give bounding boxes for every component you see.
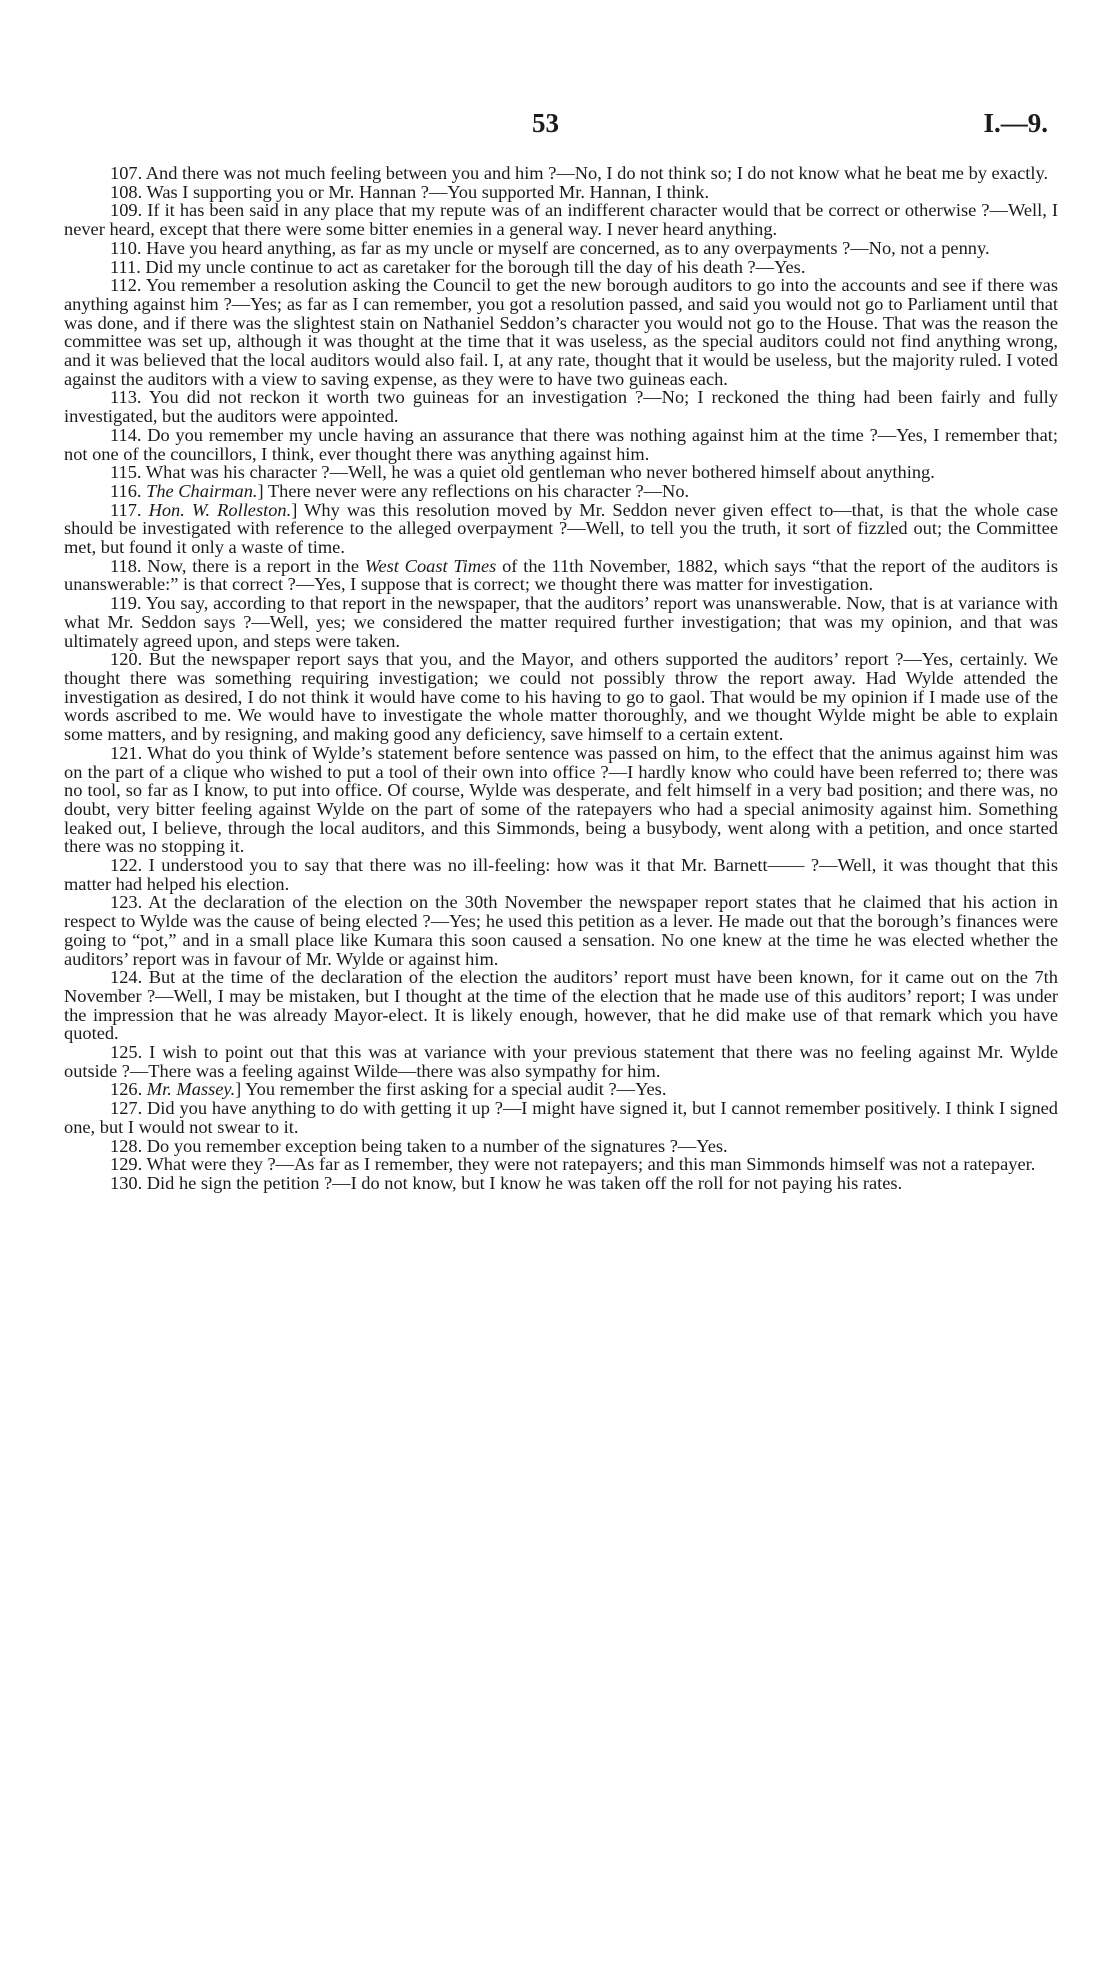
question-124: 124. But at the time of the declaration of the election the auditors’ report must have been known, for it came out on the 7th November ?—Well, I may be mistaken, but I thought at the time of the election that he made use of this auditors’ report; I was under the impression that he was already Mayor-elect. It is likely enough, however, that he did make use of that remark which you have quoted. [64,967,1058,1044]
page-header [0,108,1114,138]
page-code: I.—9. [983,108,1048,138]
question-114: 114. Do you remember my uncle having an assurance that there was nothing against him at the time ?—Yes, I remember that; not one of the councillors, I think, ever thought there was anything against him. [64,424,1058,464]
page-number: 53 [532,108,559,138]
newspaper-title: West Coast Times [364,555,497,576]
question-128: 128. Do you remember exception being taken to a number of the signatures ?—Yes. [110,1135,728,1156]
question-119: 119. You say, according to that report in the newspaper, that the auditors’ report was unanswerable. Now, that is at variance with what Mr. Seddon says ?—Well, yes; we considered the matter required further investigation; that was my opinion, and that was ultimately agreed upon, and steps were taken. [64,593,1058,651]
question-113: 113. You did not reckon it worth two guineas for an investigation ?—No; I reckoned the thing had been fairly and fully investigated, but the auditors were appointed. [64,387,1058,427]
question-112: 112. You remember a resolution asking the Council to get the new borough auditors to go into the accounts and see if there was anything against him ?—Yes; as far as I can remember, you got a resolution passed, and said you would not go to Parliament until that was done, and if there was the slightest stain on Nathaniel Seddon’s character you would not go to the House. That was the reason the committee was set up, although it was thought at the time that it was useless, as the special auditors could not find anything wrong, and it was believed that the local auditors would also fail. I, at any rate, thought that it would be useless, but the majority ruled. I voted against the auditors with a view to saving expense, as they were to have two guineas each. [64,275,1058,389]
speaker-name: Mr. Massey. [146,1079,236,1100]
question-109: 109. If it has been said in any place that my repute was of an indifferent character would that be correct or otherwise ?—Well, I never heard, except that there were some bitter enemies in a general way. I never heard anything. [64,200,1058,240]
question-115: 115. What was his character ?—Well, he was a quiet old gentleman who never bothered himself about anything. [110,462,935,483]
question-108: 108. Was I supporting you or Mr. Hannan ?—You supported Mr. Hannan, I think. [110,181,710,202]
question-123: 123. At the declaration of the election on the 30th November the newspaper report states that he claimed that his action in respect to Wylde was the cause of being elected ?—Yes; he used this petition as a lever. He made out that the borough’s finances were going to “pot,” and in a small place like Kumara this soon caused a sensation. No one knew at the time he was elected whether the auditors’ report was in favour of Mr. Wylde or against him. [64,892,1058,969]
question-130: 130. Did he sign the petition ?—I do not know, but I know he was taken off the roll for not paying his rates. [110,1172,903,1193]
speaker-name: The Chairman. [146,480,258,501]
question-126: 126. Mr. Massey.] You remember the first asking for a special audit ?—Yes. [110,1079,667,1100]
question-118: 118. Now, there is a report in the West Coast Times of the 11th November, 1882, which says “that the report of the auditors is unanswerable:” is that correct ?—Yes, I suppose that is correct; we thought there was matter for investigation. [64,555,1059,595]
speaker-name: Hon. W. Rolleston. [148,499,292,520]
question-129: 129. What were they ?—As far as I remember, they were not ratepayers; and this man Simmonds himself was not a ratepayer. [110,1154,1036,1175]
question-107: 107. And there was not much feeling between you and him ?—No, I do not think so; I do not know what he beat me by exactly. [110,163,1049,183]
question-111: 111. Did my uncle continue to act as caretaker for the borough till the day of his death ?—Yes. [110,256,806,277]
question-110: 110. Have you heard anything, as far as my uncle or myself are concerned, as to any overpayments ?—No, not a penny. [110,237,990,258]
question-117: 117. Hon. W. Rolleston.] Why was this resolution moved by Mr. Seddon never given effect to—that, is that the whole case should be investigated with reference to the alleged overpayment ?—Well, to tell you the truth, it sort of fizzled out; the Committee met, but found it only a waste of time. [64,499,1058,558]
question-127: 127. Did you have anything to do with getting it up ?—I might have signed it, but I cannot remember positively. I think I signed one, but I would not swear to it. [64,1098,1058,1137]
question-125: 125. I wish to point out that this was at variance with your previous statement that there was no feeling against Mr. Wylde outside ?—There was a feeling against Wilde—there was also sympathy for him. [64,1042,1058,1081]
testimony-body [64,164,1058,1193]
question-116: 116. The Chairman.] There never were any reflections on his character ?—No. [110,480,690,501]
question-122: 122. I understood you to say that there was no ill-feeling: how was it that Mr. Barnett—— ?—Well, it was thought that this matter had helped his election. [64,855,1058,894]
question-120: 120. But the newspaper report says that you, and the Mayor, and others supported the auditors’ report ?—Yes, certainly. We thought there was something requiring investigation; we could not possibly throw the report away. Had Wylde attended the investigation as desired, I do not think it would have come to his having to go to gaol. That would be my opinion if I made use of the words ascribed to me. We would have to investigate the whole matter thoroughly, and we thought Wylde might be able to explain some matters, and by resigning, and making good any deficiency, save himself to a certain extent. [64,649,1058,745]
question-121: 121. What do you think of Wylde’s statement before sentence was passed on him, to the effect that the animus against him was on the part of a clique who wished to put a tool of their own into office ?—I hardly know who could have been referred to; there was no tool, so far as I know, to put into office. Of course, Wylde was desperate, and felt himself in a very bad position; and there was, no doubt, very bitter feeling against Wylde on the part of some of the ratepayers who had a special animosity against him. Something leaked out, I believe, through the local auditors, and this Simmonds, being a busybody, went along with a petition, and once started there was no stopping it. [64,742,1058,857]
